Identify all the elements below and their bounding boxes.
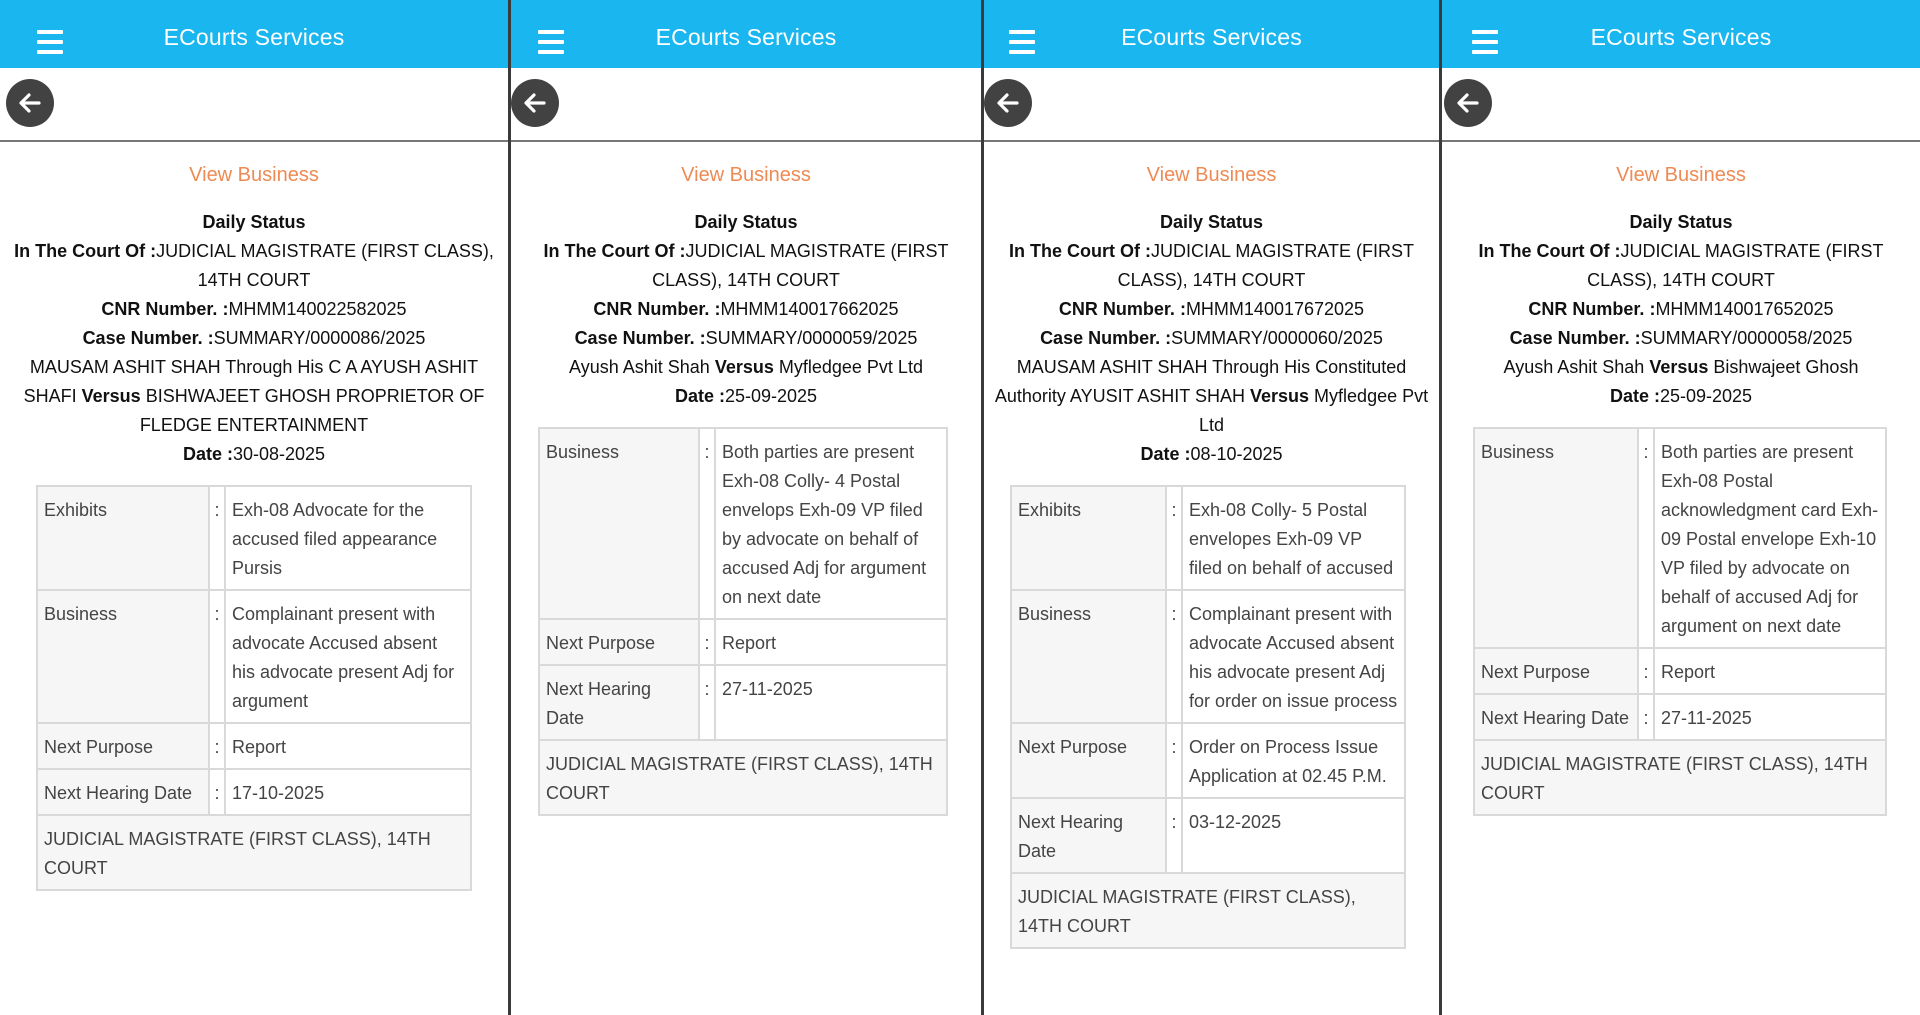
back-arrow-icon[interactable] <box>6 79 54 127</box>
case-details <box>1442 142 1920 816</box>
cnr-line <box>519 295 973 324</box>
page-heading: View Business <box>189 164 319 186</box>
row-separator: : <box>1166 723 1182 798</box>
row-label: Business <box>37 590 209 723</box>
row-value: Both parties are present Exh-08 Postal acknowledgment card Exh-09 Postal envelope Exh-10 VP filed by advocate on behalf of accused Adj for argument on next date <box>1654 428 1886 648</box>
page-heading: View Business <box>681 164 811 186</box>
row-value: Report <box>1654 648 1886 694</box>
case-number-label: Case Number. : <box>1509 328 1641 348</box>
row-separator: : <box>209 486 225 590</box>
row-separator: : <box>209 769 225 815</box>
court-footer: JUDICIAL MAGISTRATE (FIRST CLASS), 14TH COURT <box>1011 873 1405 948</box>
petitioner: Ayush Ashit Shah <box>1503 357 1645 377</box>
page-heading: View Business <box>1616 164 1746 186</box>
row-value: 27-11-2025 <box>715 665 947 740</box>
row-value: Complainant present with advocate Accused absent his advocate present Adj for argument <box>225 590 471 723</box>
case-number-label: Case Number. : <box>574 328 706 348</box>
case-number-label: Case Number. : <box>1040 328 1172 348</box>
case-number-value: SUMMARY/0000059/2025 <box>705 328 918 348</box>
court-footer-row <box>539 740 947 815</box>
app-bar <box>0 0 508 68</box>
case-number-value: SUMMARY/0000086/2025 <box>213 328 426 348</box>
row-separator: : <box>1166 798 1182 873</box>
table-row <box>539 428 947 619</box>
court-line <box>519 237 973 295</box>
row-label: Next Purpose <box>539 619 699 665</box>
table-row <box>1474 428 1886 648</box>
parties-line <box>992 353 1431 440</box>
date-value: 08-10-2025 <box>1190 444 1283 464</box>
court-value: JUDICIAL MAGISTRATE (FIRST CLASS), 14TH COURT <box>652 241 949 290</box>
case-number-line <box>992 324 1431 353</box>
cnr-value: MHMM140017672025 <box>1185 299 1365 319</box>
date-label: Date : <box>1609 386 1660 406</box>
date-line <box>1450 382 1912 411</box>
date-value: 25-09-2025 <box>724 386 818 406</box>
cnr-label: CNR Number. : <box>593 299 721 319</box>
row-separator: : <box>699 428 715 619</box>
cnr-label: CNR Number. : <box>1528 299 1656 319</box>
daily-status-title: Daily Status <box>694 212 798 232</box>
court-label: In The Court Of : <box>1478 241 1621 261</box>
cnr-value: MHMM140017662025 <box>720 299 899 319</box>
screen-3 <box>984 0 1439 1015</box>
respondent: Myfledgee Pvt Ltd <box>778 357 923 377</box>
row-separator: : <box>699 665 715 740</box>
court-label: In The Court Of : <box>14 241 157 261</box>
table-row <box>539 619 947 665</box>
row-value: 03-12-2025 <box>1182 798 1405 873</box>
parties-line <box>8 353 500 440</box>
row-value: Report <box>225 723 471 769</box>
case-details <box>984 142 1439 949</box>
screen-2 <box>511 0 981 1015</box>
daily-status-title: Daily Status <box>1159 212 1264 232</box>
back-arrow-icon[interactable] <box>984 79 1032 127</box>
row-label: Exhibits <box>37 486 209 590</box>
row-label: Next Purpose <box>1011 723 1166 798</box>
court-line <box>992 237 1431 295</box>
row-label: Next Purpose <box>1474 648 1638 694</box>
row-label: Business <box>539 428 699 619</box>
table-row <box>1474 648 1886 694</box>
date-label: Date : <box>1140 444 1191 464</box>
court-footer: JUDICIAL MAGISTRATE (FIRST CLASS), 14TH COURT <box>1474 740 1886 815</box>
row-separator: : <box>1638 428 1654 648</box>
court-footer-row <box>37 815 471 890</box>
court-line <box>1450 237 1912 295</box>
row-separator: : <box>1638 694 1654 740</box>
back-arrow-icon[interactable] <box>1444 79 1492 127</box>
table-row <box>37 590 471 723</box>
court-footer: JUDICIAL MAGISTRATE (FIRST CLASS), 14TH COURT <box>37 815 471 890</box>
court-line <box>8 237 500 295</box>
app-bar <box>1442 0 1920 68</box>
date-label: Date : <box>674 386 725 406</box>
daily-status-title: Daily Status <box>202 212 306 232</box>
case-number-line <box>519 324 973 353</box>
petitioner: MAUSAM ASHIT SHAH Through His Constituted Authority AYUSIT ASHIT SHAH <box>994 357 1407 406</box>
row-separator: : <box>699 619 715 665</box>
case-header <box>1442 208 1920 411</box>
row-label: Next Hearing Date <box>1474 694 1638 740</box>
row-label: Exhibits <box>1011 486 1166 590</box>
app-title: ECourts Services <box>163 24 345 50</box>
table-row <box>1474 694 1886 740</box>
app-title: ECourts Services <box>1121 24 1302 50</box>
row-value: Exh-08 Advocate for the accused filed appearance Pursis <box>225 486 471 590</box>
case-header <box>0 208 508 469</box>
cnr-value: MHMM140022582025 <box>228 299 407 319</box>
row-separator: : <box>209 723 225 769</box>
date-line <box>519 382 973 411</box>
toolbar <box>984 68 1439 142</box>
business-table <box>1473 427 1887 816</box>
business-table <box>538 427 948 816</box>
table-row <box>37 723 471 769</box>
cnr-line <box>1450 295 1912 324</box>
table-row <box>37 769 471 815</box>
court-value: JUDICIAL MAGISTRATE (FIRST CLASS), 14TH COURT <box>1587 241 1884 290</box>
business-table <box>1010 485 1406 949</box>
case-details <box>0 142 508 891</box>
respondent: Bishwajeet Ghosh <box>1713 357 1859 377</box>
date-value: 25-09-2025 <box>1659 386 1753 406</box>
screen-4 <box>1442 0 1920 1015</box>
court-value: JUDICIAL MAGISTRATE (FIRST CLASS), 14TH COURT <box>1117 241 1414 290</box>
row-separator: : <box>209 590 225 723</box>
cnr-line <box>8 295 500 324</box>
respondent: Myfledgee Pvt Ltd <box>1198 386 1429 435</box>
table-row <box>1011 723 1405 798</box>
versus-label: Versus <box>1249 386 1310 406</box>
app-bar <box>511 0 981 68</box>
petitioner: Ayush Ashit Shah <box>569 357 710 377</box>
court-footer-row <box>1474 740 1886 815</box>
row-value: Complainant present with advocate Accused absent his advocate present Adj for order on issue process <box>1182 590 1405 723</box>
versus-label: Versus <box>81 386 141 406</box>
row-label: Next Hearing Date <box>1011 798 1166 873</box>
table-row <box>1011 798 1405 873</box>
table-row <box>1011 486 1405 590</box>
table-row <box>37 486 471 590</box>
case-details <box>511 142 981 816</box>
business-table <box>36 485 472 891</box>
case-number-line <box>1450 324 1912 353</box>
cnr-line <box>992 295 1431 324</box>
case-number-label: Case Number. : <box>82 328 214 348</box>
row-separator: : <box>1166 486 1182 590</box>
toolbar <box>511 68 981 142</box>
row-label: Business <box>1474 428 1638 648</box>
row-label: Next Hearing Date <box>37 769 209 815</box>
cnr-value: MHMM140017652025 <box>1655 299 1834 319</box>
app-title: ECourts Services <box>655 24 837 50</box>
row-value: Order on Process Issue Application at 02.45 P.M. <box>1182 723 1405 798</box>
row-value: 17-10-2025 <box>225 769 471 815</box>
parties-line <box>1450 353 1912 382</box>
row-value: Exh-08 Colly- 5 Postal envelopes Exh-09 VP filed on behalf of accused <box>1182 486 1405 590</box>
cnr-label: CNR Number. : <box>1058 299 1186 319</box>
court-footer-row <box>1011 873 1405 948</box>
row-value: Both parties are present Exh-08 Colly- 4 Postal envelops Exh-09 VP filed by advocate on behalf of accused Adj for argument on next date <box>715 428 947 619</box>
cnr-label: CNR Number. : <box>101 299 229 319</box>
date-line <box>8 440 500 469</box>
court-label: In The Court Of : <box>1009 241 1151 261</box>
date-line <box>992 440 1431 469</box>
parties-line <box>519 353 973 382</box>
case-number-value: SUMMARY/0000058/2025 <box>1640 328 1853 348</box>
row-value: 27-11-2025 <box>1654 694 1886 740</box>
date-label: Date : <box>182 444 233 464</box>
page-heading: View Business <box>1146 164 1277 186</box>
screen-1 <box>0 0 508 1015</box>
row-label: Next Purpose <box>37 723 209 769</box>
row-separator: : <box>1638 648 1654 694</box>
app-bar <box>984 0 1439 68</box>
toolbar <box>0 68 508 142</box>
versus-label: Versus <box>714 357 774 377</box>
court-footer: JUDICIAL MAGISTRATE (FIRST CLASS), 14TH COURT <box>539 740 947 815</box>
case-header <box>511 208 981 411</box>
table-row <box>539 665 947 740</box>
row-separator: : <box>1166 590 1182 723</box>
date-value: 30-08-2025 <box>232 444 326 464</box>
app-title: ECourts Services <box>1590 24 1772 50</box>
table-row <box>1011 590 1405 723</box>
toolbar <box>1442 68 1920 142</box>
court-value: JUDICIAL MAGISTRATE (FIRST CLASS), 14TH COURT <box>156 241 494 290</box>
court-label: In The Court Of : <box>543 241 686 261</box>
case-number-value: SUMMARY/0000060/2025 <box>1171 328 1383 348</box>
petitioner: MAUSAM ASHIT SHAH Through His C A AYUSH ASHIT SHAFI <box>23 357 479 406</box>
versus-label: Versus <box>1649 357 1709 377</box>
row-label: Next Hearing Date <box>539 665 699 740</box>
respondent: BISHWAJEET GHOSH PROPRIETOR OF FLEDGE ENTERTAINMENT <box>139 386 485 435</box>
row-label: Business <box>1011 590 1166 723</box>
case-number-line <box>8 324 500 353</box>
row-value: Report <box>715 619 947 665</box>
case-header <box>984 208 1439 469</box>
daily-status-title: Daily Status <box>1629 212 1733 232</box>
back-arrow-icon[interactable] <box>511 79 559 127</box>
